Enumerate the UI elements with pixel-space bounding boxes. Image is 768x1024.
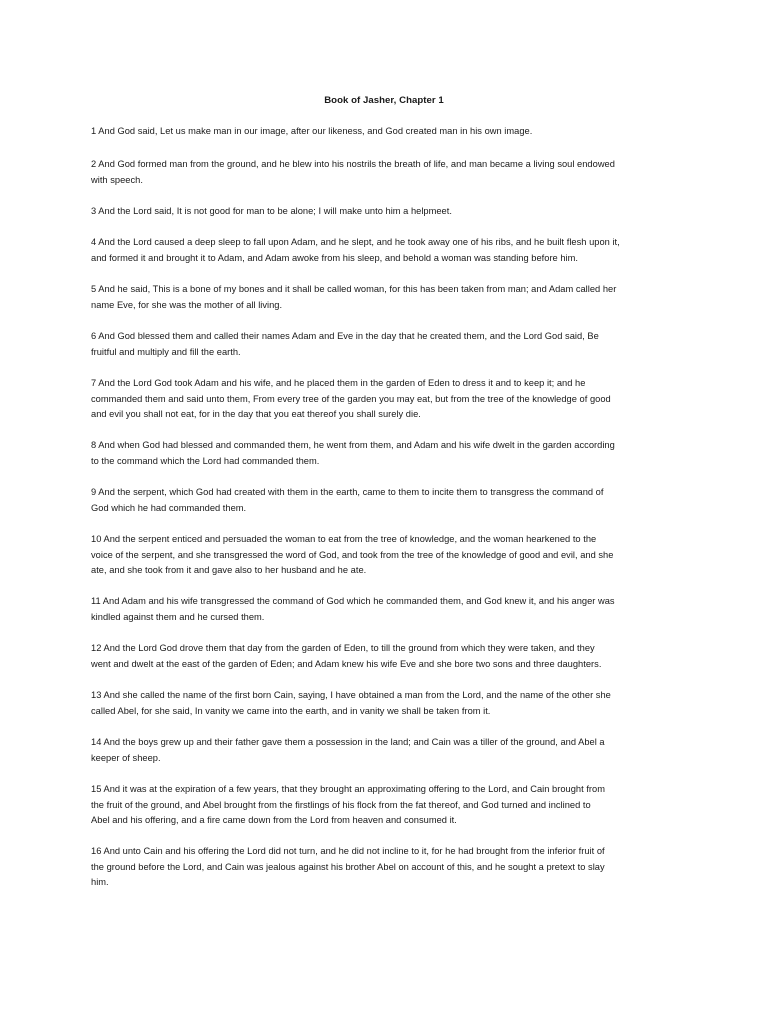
verse-line: 1 And God said, Let us make man in our image, after our likeness, and God created man in his own image.	[91, 126, 533, 136]
verse-line: voice of the serpent, and she transgressed the word of God, and took from the tree of the knowledge of good and evil, and she	[91, 549, 614, 560]
verse-line: 10 And the serpent enticed and persuaded the woman to eat from the tree of knowledge, and the woman hearkened to the	[91, 534, 597, 544]
verse-1	[91, 124, 532, 140]
verse-line: the fruit of the ground, and Abel brought from the firstlings of his flock from the fat thereof, and God turned and inclined to	[91, 799, 591, 810]
verse-line: went and dwelt at the east of the garden of Eden; and Adam knew his wife Eve and she bore two sons and three daughters.	[91, 658, 602, 669]
verse-line: 2 And God formed man from the ground, and he blew into his nostrils the breath of life, and man became a living soul endowed	[91, 159, 615, 169]
verse-line: 9 And the serpent, which God had created with them in the earth, came to them to incite them to transgress the command of	[91, 487, 604, 497]
verse-line: 11 And Adam and his wife transgressed the command of God which he commanded them, and God knew it, and his anger was	[91, 596, 615, 606]
verse-line: 3 And the Lord said, It is not good for man to be alone; I will make unto him a helpmeet.	[91, 206, 452, 216]
verse-line: with speech.	[91, 174, 143, 185]
verse-11	[91, 594, 615, 625]
verse-16	[91, 844, 605, 891]
document-title: Book of Jasher, Chapter 1	[324, 95, 444, 106]
verse-5	[91, 282, 616, 313]
verse-4	[91, 235, 620, 266]
verse-line: and formed it and brought it to Adam, and Adam awoke from his sleep, and behold a woman was standing before him.	[91, 252, 578, 263]
verse-line: ate, and she took from it and gave also to her husband and he ate.	[91, 565, 367, 575]
verse-10	[91, 532, 613, 579]
verse-line: keeper of sheep.	[91, 752, 161, 763]
verse-line: 8 And when God had blessed and commanded them, he went from them, and Adam and his wife dwelt in the garden according	[91, 440, 615, 450]
verse-line: 13 And she called the name of the first born Cain, saying, I have obtained a man from the Lord, and the name of the other she	[91, 690, 611, 700]
verse-8	[91, 438, 615, 469]
verse-line: 12 And the Lord God drove them that day from the garden of Eden, to till the ground from which they were taken, and they	[91, 643, 595, 653]
verse-line: 6 And God blessed them and called their names Adam and Eve in the day that he created them, and the Lord God said, Be	[91, 331, 599, 341]
verse-2	[91, 157, 615, 188]
verse-line: 14 And the boys grew up and their father gave them a possession in the land; and Cain was a tiller of the ground, and Abel a	[91, 737, 605, 747]
verse-line: to the command which the Lord had commanded them.	[91, 455, 320, 466]
verse-9	[91, 485, 603, 516]
verse-line: 16 And unto Cain and his offering the Lord did not turn, and he did not incline to it, for he had brought from the inferior fruit of	[91, 846, 605, 856]
verse-14	[91, 735, 605, 766]
verse-13	[91, 688, 611, 719]
verse-line: and evil you shall not eat, for in the day that you eat thereof you shall surely die.	[91, 409, 421, 419]
verse-7	[91, 376, 611, 423]
verse-line: him.	[91, 877, 109, 887]
verse-line: Abel and his offering, and a fire came down from the Lord from heaven and consumed it.	[91, 815, 457, 825]
verse-line: fruitful and multiply and fill the earth.	[91, 346, 241, 357]
verse-line: 4 And the Lord caused a deep sleep to fall upon Adam, and he slept, and he took away one of his ribs, and he built flesh upon it,	[91, 237, 620, 247]
verse-line: commanded them and said unto them, From every tree of the garden you may eat, but from the tree of the knowledge of good	[91, 393, 611, 404]
verse-line: name Eve, for she was the mother of all living.	[91, 299, 283, 310]
verse-line: kindled against them and he cursed them.	[91, 611, 265, 622]
verse-line: God which he had commanded them.	[91, 502, 247, 513]
verse-3	[91, 204, 452, 220]
verse-line: the ground before the Lord, and Cain was jealous against his brother Abel on account of this, and he sought a pretext to slay	[91, 861, 605, 872]
verse-line: 7 And the Lord God took Adam and his wife, and he placed them in the garden of Eden to dress it and to keep it; and he	[91, 378, 586, 388]
verse-line: called Abel, for she said, In vanity we came into the earth, and in vanity we shall be taken from it.	[91, 705, 491, 716]
verse-6	[91, 329, 599, 360]
verse-line: 5 And he said, This is a bone of my bones and it shall be called woman, for this has been taken from man; and Adam called her	[91, 284, 617, 294]
verse-line: 15 And it was at the expiration of a few years, that they brought an approximating offering to the Lord, and Cain brought from	[91, 784, 605, 794]
verse-12	[91, 641, 601, 672]
verse-15	[91, 782, 605, 829]
